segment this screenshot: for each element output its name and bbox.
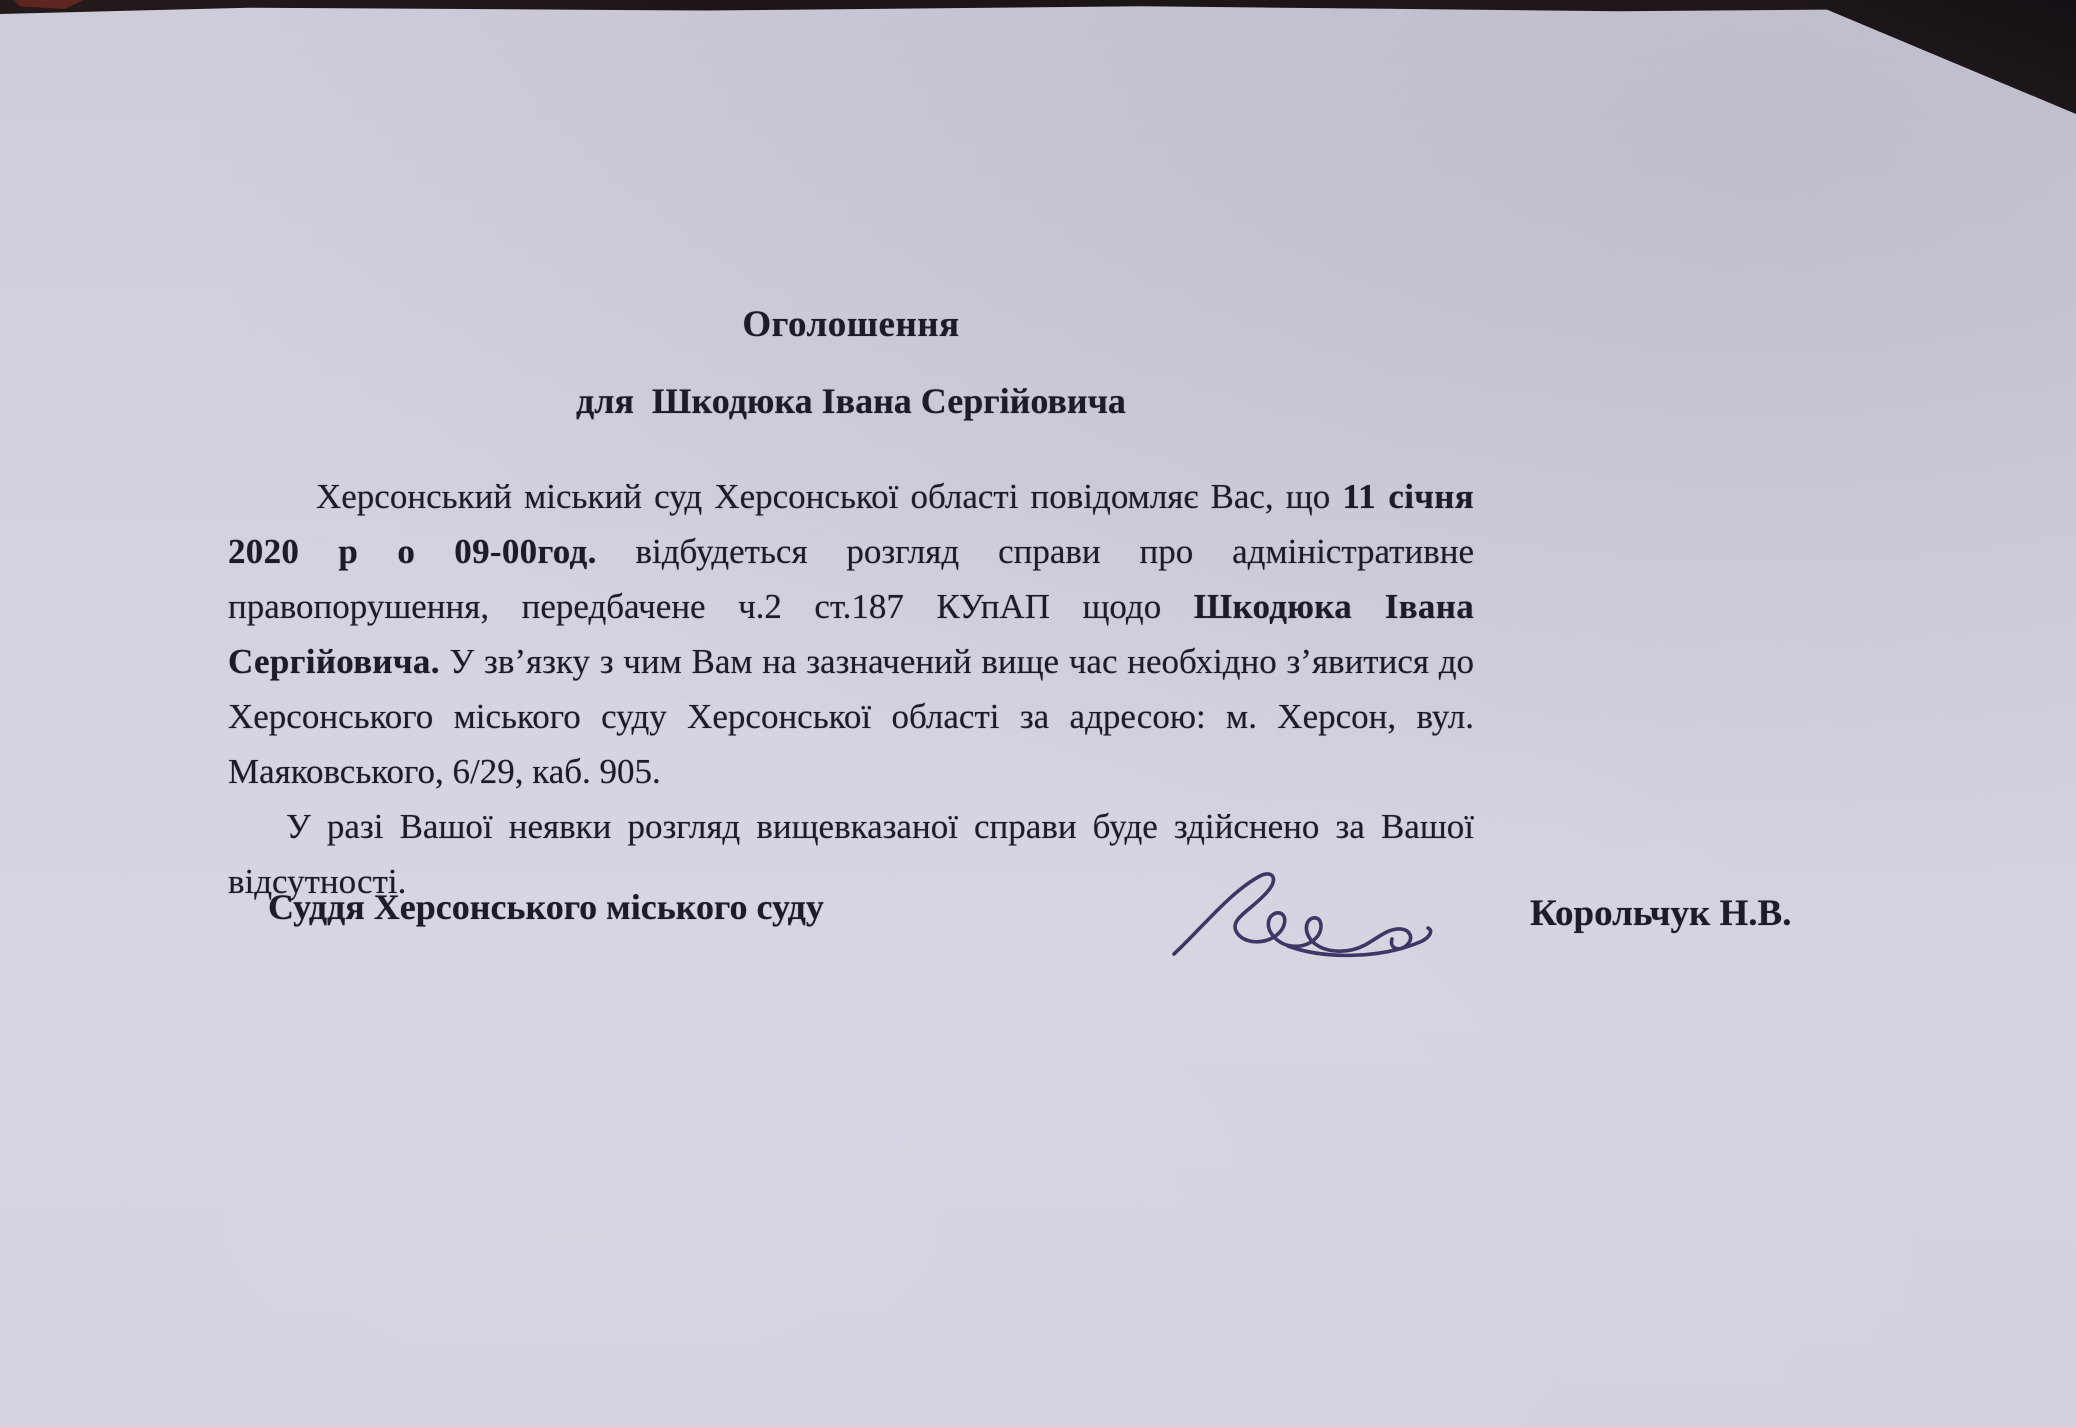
notice-text: У зв’язку з чим Вам на зазначений вище час необхідно з’явитися до Херсонського міського суду Херсонської області за адресою: м. Херсон, вул. Маяковського, 6/29, каб. 905. (228, 642, 1474, 791)
paragraph-absence-warning: У разі Вашої неявки розгляд вищевказаної справи буде здійснено за Вашої відсутності. (228, 807, 1474, 901)
paper-sheet (0, 6, 2076, 1427)
judge-name: Корольчук Н.В. (1530, 893, 1792, 934)
judge-title-label: Суддя Херсонського міського суду (268, 887, 824, 927)
notice-text: Херсонський міський суд Херсонської області повідомляє Вас, що (316, 477, 1343, 516)
defendant-name: Шкодюка Івана Сергійовича. (228, 587, 1474, 681)
notice-text: відбудеться розгляд справи про адміністративне правопорушення, передбачене ч.2 ст.187 КУпАП щодо (228, 532, 1474, 626)
handwritten-signature-icon (1168, 858, 1458, 988)
document-body (228, 469, 1474, 909)
paragraph-notice (228, 469, 1474, 799)
addressee-line: для Шкодюка Івана Сергійовича (576, 381, 1126, 421)
document-title: Оголошення (742, 304, 960, 345)
signature-row (228, 858, 1876, 988)
hearing-date-time: 11 січня 2020 р о 09-00год. (228, 477, 1474, 571)
